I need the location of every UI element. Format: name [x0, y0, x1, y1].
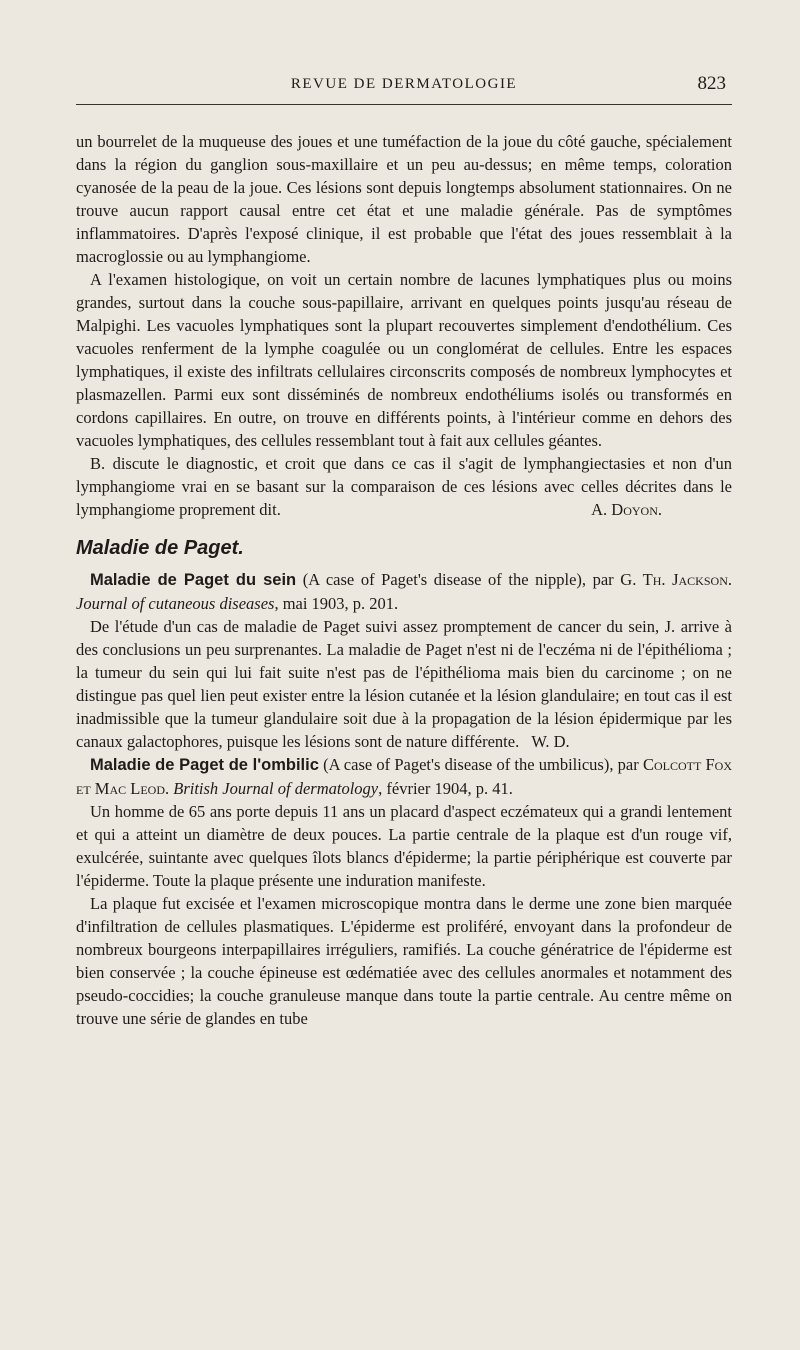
paragraph-4: [76, 615, 732, 753]
entry-1-author: G. Th. Jackson: [620, 570, 728, 589]
entry-2-ref-b: .: [165, 779, 174, 798]
paragraph-2: A l'examen histologique, on voit un certain nombre de lacunes lymphatiques plus ou moins grandes, surtout dans la couche sous-papillaire, arrivant en quelques points jusqu'au réseau de Malpighi. Les vacuoles lymphatiques sont la plupart recouvertes simplement d'endothélium. Ces vacuoles renferment de la lymphe coagulée ou un conglomérat de cellules. Entre les espaces lymphatiques, il existe des infiltrats cellulaires circonscrits composés de nombreux lymphocytes et plasmazellen. Parmi eux sont disséminés de nombreux endothéliums isolés ou transformés en cordons capillaires. En outre, on trouve en différents points, à l'intérieur comme en dehors des vacuoles lymphatiques, des cellules ressemblant tout à fait aux cellules géantes.: [76, 270, 732, 450]
entry-2-heading: [76, 753, 732, 800]
paragraph-5: Un homme de 65 ans porte depuis 11 ans un placard d'aspect eczémateux qui a grandi lentement et qui a atteint un diamètre de deux pouces. La partie centrale de la plaque est d'un rouge vif, exulcérée, suintante avec quelques îlots blancs d'épiderme; la partie périphérique est couverte par l'épiderme. Toute la plaque présente une induration manifeste.: [76, 802, 732, 890]
entry-1-ref-b: .: [727, 570, 732, 589]
signature-wd: W. D.: [531, 732, 570, 751]
entry-1-title: Maladie de Paget du sein: [90, 571, 297, 589]
entry-2-ref-c: , février 1904, p. 41.: [378, 779, 513, 798]
entry-2-title: Maladie de Paget de l'ombilic: [90, 756, 319, 774]
paragraph-3-text: B. discute le diagnostic, et croit que dans ce cas il s'agit de lymphangiectasies et non d'un lymphangiome vrai en se basant sur la comparaison de ces lésions avec celles décrites dans le lymphangiome proprement dit.: [76, 454, 732, 519]
running-title: REVUE DE DERMATOLOGIE: [290, 76, 518, 92]
entry-1-heading: [76, 568, 732, 615]
entry-1-ref-a: (A case of Paget's disease of the nipple), par: [296, 570, 621, 589]
entry-2-journal: British Journal of dermatology: [173, 779, 379, 798]
page-header: [76, 74, 732, 105]
entry-1-ref-c: , mai 1903, p. 201.: [274, 594, 399, 613]
entry-2-ref-a: (A case of Paget's disease of the umbilicus), par: [318, 755, 643, 774]
paragraph-4-text: De l'étude d'un cas de maladie de Paget suivi assez promptement de cancer du sein, J. arrive à des conclusions un peu surprenantes. La maladie de Paget n'est ni de l'eczéma ni de l'épithélioma ; la tumeur du sein qui lui fait suite n'est pas de l'épithélioma mais bien du carcinome ; on ne distingue pas quel lien peut exister entre la lésion cutanée et la lésion glandulaire; en tout cas il est inadmissible que la tumeur glandulaire soit due à la propagation de la lésion épidermique par les canaux galactophores, puisque les lésions sont de nature différente.: [76, 617, 732, 751]
paragraph-1: un bourrelet de la muqueuse des joues et une tuméfaction de la joue du côté gauche, spécialement dans la région du ganglion sous-maxillaire et un peu au-dessus; en même temps, coloration cyanosée de la peau de la joue. Ces lésions sont depuis longtemps absolument stationnaires. On ne trouve aucun rapport causal entre cet état et une maladie générale. Pas de symptômes inflammatoires. D'après l'exposé clinique, il est probable que l'état des joues ressemblait à la macroglossie ou au lymphangiome.: [76, 132, 732, 266]
entry-2-author: Colcott Fox et Mac Leod: [76, 755, 732, 798]
signature-doyon: A. Doyon.: [591, 500, 662, 519]
paragraph-6: La plaque fut excisée et l'examen microscopique montra dans le derme une zone bien marquée d'infiltration de cellules plasmatiques. L'épiderme est proliféré, envoyant dans la profondeur de nombreux bourgeons interpapillaires irréguliers, ramifiés. La couche génératrice de l'épiderme est bien conservée ; la couche épineuse est œdématiée avec des cellules anormales et notamment des pseudo-coccidies; la couche granuleuse manque dans toute la partie centrale. Au centre même on trouve une série de glandes en tube: [76, 894, 732, 1028]
section-title: Maladie de Paget.: [76, 537, 244, 559]
article-body: [76, 130, 732, 1030]
entry-1-journal: Journal of cutaneous diseases: [76, 594, 275, 613]
page-number: 823: [697, 73, 726, 94]
